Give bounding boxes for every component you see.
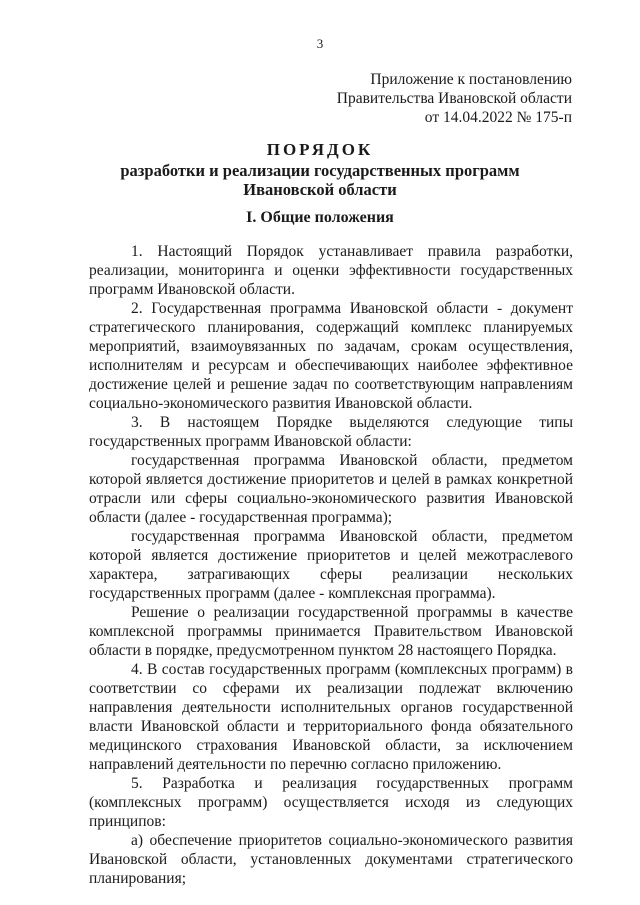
document-title (0, 140, 640, 199)
paragraph: 4. В состав государственных программ (комплексных программ) в соответствии со сферами их реализации подлежат включению направления деятельности исполнительных органов государственной власти Ивановской области и территориального фонда обязательного медицинского страхования Ивановской области, за исключением направлений деятельности по перечню согласно приложению. (89, 661, 573, 773)
paragraph: 2. Государственная программа Ивановской области - документ стратегического планирования, содержащий комплекс планируемых мероприятий, взаимоувязанных по задачам, срокам осуществления, исполнителям и ресурсам и обеспечивающих наиболее эффективное достижение целей и решение задач по соответствующим направлениям социально-экономического развития Ивановской области. (89, 300, 573, 412)
document-subtitle-line-2: Ивановской области (243, 180, 397, 199)
document-body (89, 242, 573, 888)
paragraph: государственная программа Ивановской области, предметом которой является достижение приоритетов и целей в рамках конкретной отрасли или сферы социально-экономического развития Ивановской области (далее - государственная программа); (89, 452, 573, 526)
paragraph: государственная программа Ивановской области, предметом которой является достижение приоритетов и целей межотраслевого характера, затрагивающих сферы реализации нескольких государственных программ (далее - комплексная программа). (89, 528, 573, 602)
section-title: I. Общие положения (246, 209, 394, 226)
document-subtitle-line-1: разработки и реализации государственных программ (120, 161, 520, 180)
appendix-line-1: Приложение к постановлению (370, 71, 572, 88)
appendix-line-3: от 14.04.2022 № 175-п (424, 109, 572, 126)
paragraph: 5. Разработка и реализация государственных программ (комплексных программ) осуществляется исходя из следующих принципов: (89, 775, 573, 830)
appendix-line-2: Правительства Ивановской области (336, 90, 572, 107)
paragraph: 1. Настоящий Порядок устанавливает правила разработки, реализации, мониторинга и оценки эффективности государственных программ Ивановской области. (89, 243, 573, 298)
page-number: 3 (316, 36, 324, 51)
paragraph: 3. В настоящем Порядке выделяются следующие типы государственных программ Ивановской области: (89, 414, 573, 450)
appendix-header (337, 70, 572, 127)
document-heading: ПОРЯДОК (266, 140, 374, 159)
paragraph: а) обеспечение приоритетов социально-экономического развития Ивановской области, установленных документами стратегического планирования; (89, 832, 573, 887)
paragraph: Решение о реализации государственной программы в качестве комплексной программы принимается Правительством Ивановской области в порядке, предусмотренном пунктом 28 настоящего Порядка. (89, 604, 573, 659)
